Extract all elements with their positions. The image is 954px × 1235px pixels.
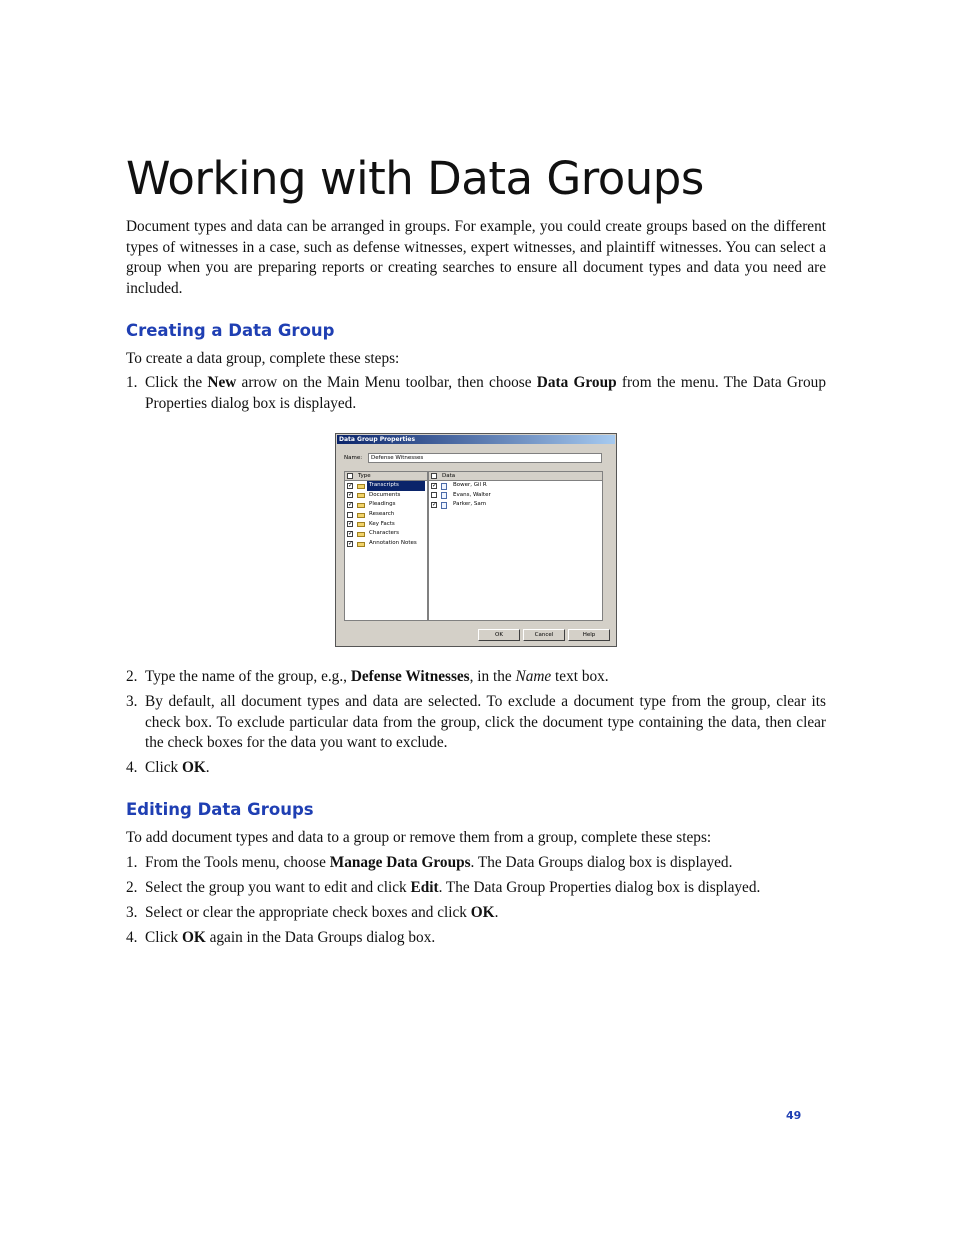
folder-icon — [357, 503, 365, 508]
list-item: 4. Click OK again in the Data Groups dialog box. — [126, 929, 436, 946]
folder-icon — [357, 513, 365, 518]
list-item-label: Research — [369, 511, 395, 518]
checkbox[interactable]: ✓ — [348, 529, 354, 537]
page-number: 49 — [786, 1109, 802, 1122]
folder-icon — [357, 522, 365, 527]
cancel-button[interactable]: Cancel — [523, 629, 565, 641]
creating-steps-continued — [126, 667, 826, 783]
checkbox[interactable] — [431, 492, 437, 498]
list-item: 3. By default, all document types and data are selected. To exclude a document type from the group, clear its check box. To exclude particular data from the group, click the document type containing the data, then clear the check boxes for the data you want to exclude. — [126, 693, 826, 751]
types-header: Type — [345, 472, 427, 481]
editing-steps — [126, 853, 826, 953]
checkbox[interactable]: ✓ — [348, 500, 354, 508]
document-icon — [441, 492, 447, 499]
list-item-label: Pleadings — [369, 501, 396, 508]
list-item-label: Characters — [369, 530, 400, 537]
document-icon — [441, 483, 447, 490]
section-heading-editing: Editing Data Groups — [126, 800, 314, 819]
editing-lead: To add document types and data to a group or remove them from a group, complete these steps: — [126, 829, 712, 846]
folder-icon — [357, 493, 365, 498]
list-item[interactable] — [345, 481, 427, 491]
list-item-label: Annotation Notes — [369, 540, 417, 547]
types-select-all-checkbox[interactable] — [347, 473, 353, 479]
list-item-label: Parker, Sam — [453, 501, 487, 508]
list-item-label: Transcripts — [367, 481, 425, 491]
data-list[interactable] — [428, 471, 603, 621]
list-item[interactable] — [345, 491, 427, 501]
list-item: 3. Select or clear the appropriate check boxes and click OK. — [126, 904, 499, 921]
list-item: 1. From the Tools menu, choose Manage Data Groups. The Data Groups dialog box is displayed. — [126, 854, 733, 871]
section-heading-creating: Creating a Data Group — [126, 321, 335, 340]
list-item: 4. Click OK. — [126, 759, 210, 776]
list-item[interactable] — [429, 481, 602, 491]
name-input[interactable]: Defense Witnesses — [368, 453, 602, 463]
checkbox[interactable]: ✓ — [348, 520, 354, 528]
intro-paragraph: Document types and data can be arranged in groups. For example, you could create groups based on the different types of witnesses in a case, such as defense witnesses, expert witnesses, and plaintiff witnesses. You can select a group when you are preparing reports or creating searches to ensure all document types and data you need are included. — [126, 218, 826, 297]
list-item[interactable] — [429, 500, 602, 510]
list-item[interactable] — [345, 520, 427, 530]
checkbox[interactable]: ✓ — [432, 481, 438, 489]
list-item: 2. Select the group you want to edit and click Edit. The Data Group Properties dialog box is displayed. — [126, 879, 761, 896]
types-list[interactable] — [344, 471, 428, 621]
list-item[interactable] — [345, 510, 427, 520]
folder-icon — [357, 542, 365, 547]
list-item-label: Documents — [369, 491, 401, 498]
data-header: Data — [429, 472, 602, 481]
list-item[interactable] — [345, 529, 427, 539]
name-label: Name: — [344, 455, 363, 461]
list-item[interactable] — [345, 539, 427, 549]
creating-steps — [126, 373, 826, 419]
list-item: 1. Click the New arrow on the Main Menu toolbar, then choose Data Group from the menu. The Data Group Properties dialog box is displayed. — [126, 374, 826, 412]
data-group-properties-dialog — [335, 433, 617, 647]
help-button[interactable]: Help — [568, 629, 610, 641]
list-item[interactable] — [345, 500, 427, 510]
list-item: 2. Type the name of the group, e.g., Defense Witnesses, in the Name text box. — [126, 668, 609, 685]
page-title: Working with Data Groups — [126, 152, 704, 205]
checkbox[interactable]: ✓ — [348, 539, 354, 547]
ok-button[interactable]: OK — [478, 629, 520, 641]
creating-lead: To create a data group, complete these steps: — [126, 350, 400, 367]
list-item[interactable] — [429, 491, 602, 501]
dialog-title-bar: Data Group Properties — [337, 435, 615, 444]
data-select-all-checkbox[interactable] — [431, 473, 437, 479]
list-item-label: Bower, Gil R — [453, 482, 487, 488]
document-icon — [441, 502, 447, 509]
list-item-label: Key Facts — [369, 520, 395, 527]
folder-icon — [357, 484, 365, 489]
checkbox[interactable]: ✓ — [432, 500, 438, 508]
checkbox[interactable]: ✓ — [348, 481, 354, 489]
list-item-label: Evans, Walter — [453, 491, 491, 498]
checkbox[interactable] — [347, 512, 353, 518]
folder-icon — [357, 532, 365, 537]
checkbox[interactable]: ✓ — [348, 491, 354, 499]
